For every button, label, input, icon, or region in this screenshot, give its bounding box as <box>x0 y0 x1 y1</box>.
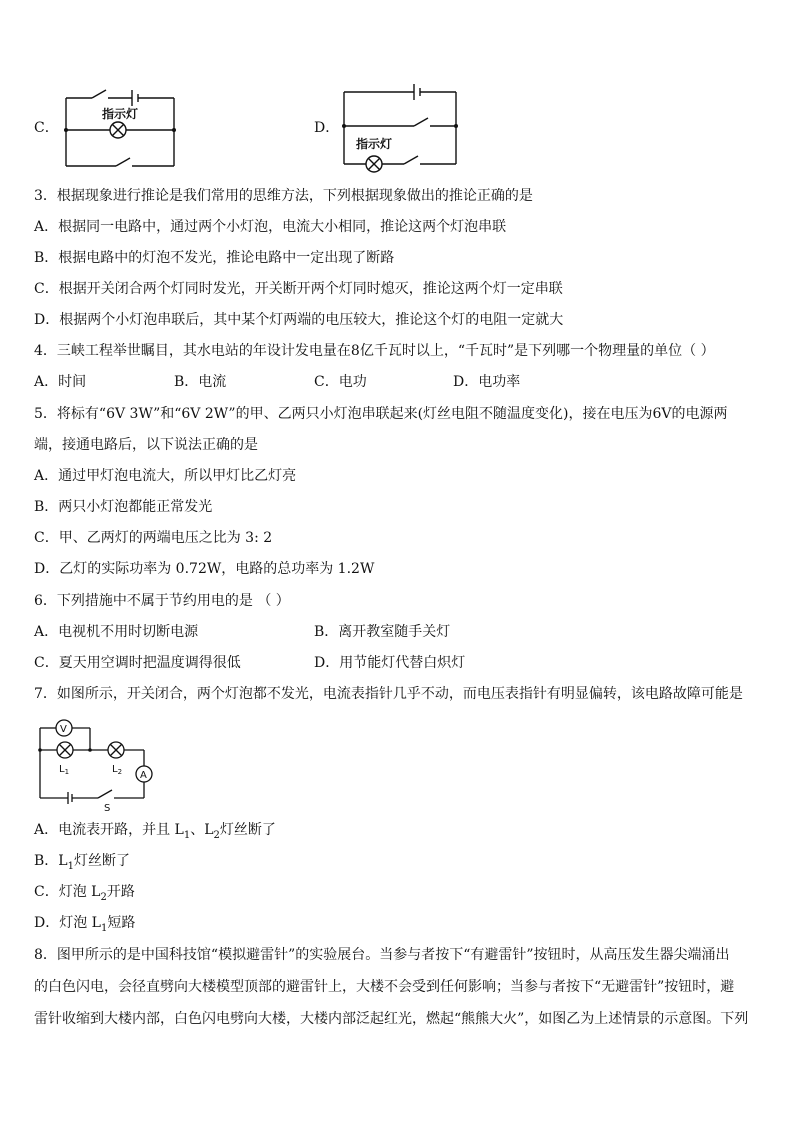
q5-stem-line2: 端，接通电路后，以下说法正确的是 <box>34 437 258 453</box>
q7-a-sub1: 1 <box>183 829 191 841</box>
q7-a-sub2: 2 <box>213 829 220 841</box>
q5-stem-line1: 5．将标有“6V 3W”和“6V 2W”的甲、乙两只小灯泡串联起来(灯丝电阻不随温度变化)，接在电压为6V的电源两 <box>34 406 728 422</box>
q6-option-d: D．用节能灯代替白炽灯 <box>314 655 466 671</box>
q4-option-a: A．时间 <box>34 374 87 390</box>
q7-stem: 7．如图所示，开关闭合，两个灯泡都不发光，电流表指针几乎不动，而电压表指针有明显偏转，该电路故障可能是 <box>34 686 743 702</box>
option-d-label: D． <box>314 120 340 136</box>
q7-d-sub: 1 <box>100 922 108 934</box>
q7-circuit-diagram <box>34 712 164 814</box>
q7-b-post: 灯丝断了 <box>73 853 130 869</box>
lamp2-label: L <box>112 764 118 775</box>
q7-a-post: 灯丝断了 <box>219 822 276 838</box>
q3-option-c: C．根据开关闭合两个灯同时发光，开关断开两个灯同时熄灭，推论这两个灯一定串联 <box>34 281 563 297</box>
q3-option-a: A．根据同一电路中，通过两个小灯泡，电流大小相同，推论这两个灯泡串联 <box>34 219 507 235</box>
q3-stem: 3．根据现象进行推论是我们常用的思维方法，下列根据现象做出的推论正确的是 <box>34 188 533 204</box>
q4-option-b: B．电流 <box>174 374 227 390</box>
indicator-label-d: 指示灯 <box>356 137 393 151</box>
q7-option-c <box>34 882 135 908</box>
svg-text:L1 <box>59 764 69 776</box>
option-c-label: C． <box>34 120 59 136</box>
q7-option-b <box>34 851 130 877</box>
lamp1-label: L <box>59 764 65 775</box>
voltmeter-symbol: V <box>60 724 67 735</box>
q6-stem: 6．下列措施中不属于节约用电的是 （ ） <box>34 593 290 609</box>
ammeter-symbol: A <box>140 770 147 781</box>
q4-stem: 4．三峡工程举世瞩目，其水电站的年设计发电量在8亿千瓦时以上，“千瓦时”是下列哪一个物理量的单位（ ） <box>34 343 715 359</box>
q5-option-c: C．甲、乙两灯的两端电压之比为 3: 2 <box>34 530 273 546</box>
q5-option-d: D．乙灯的实际功率为 0.72W，电路的总功率为 1.2W <box>34 561 375 577</box>
q8-line1: 8．图甲所示的是中国科技馆“模拟避雷针”的实验展台。当参与者按下“有避雷针”按钮时，从高压发生器尖端涌出 <box>34 947 730 963</box>
q6-option-c: C．夏天用空调时把温度调得很低 <box>34 655 241 671</box>
lamp2-subscript: 2 <box>117 768 123 776</box>
q7-a-text: A．电流表开路，并且 L <box>34 822 184 838</box>
q7-c-sub: 2 <box>100 891 107 903</box>
option-c-circuit <box>60 86 180 170</box>
q8-line2: 的白色闪电，会径直劈向大楼模型顶部的避雷针上，大楼不会受到任何影响；当参与者按下“无避雷针”按钮时，避 <box>34 979 735 995</box>
q7-d-post: 短路 <box>107 915 136 931</box>
q3-option-b: B．根据电路中的灯泡不发光，推论电路中一定出现了断路 <box>34 250 395 266</box>
q7-option-a <box>34 820 276 846</box>
svg-text:L2 <box>112 764 122 776</box>
q6-option-b: B．离开教室随手关灯 <box>314 624 451 640</box>
q4-option-c: C．电功 <box>314 374 367 390</box>
q6-option-a: A．电视机不用时切断电源 <box>34 624 199 640</box>
q7-a-mid: 、L <box>190 822 214 838</box>
q5-option-b: B．两只小灯泡都能正常发光 <box>34 499 213 515</box>
switch-label: S <box>104 803 111 814</box>
q7-b-text: B．L <box>34 853 68 869</box>
option-d-circuit <box>338 80 462 176</box>
q7-c-text: C．灯泡 L <box>34 884 101 900</box>
q4-option-d: D．电功率 <box>453 374 521 390</box>
q7-b-sub: 1 <box>67 860 74 872</box>
q3-option-d: D．根据两个小灯泡串联后，其中某个灯两端的电压较大，推论这个灯的电阻一定就大 <box>34 312 564 328</box>
q7-d-text: D．灯泡 L <box>34 915 101 931</box>
lamp1-subscript: 1 <box>64 768 70 776</box>
indicator-label-c: 指示灯 <box>102 107 139 121</box>
q8-line3: 雷针收缩到大楼内部，白色闪电劈向大楼，大楼内部泛起红光，燃起“熊熊大火”，如图乙为上述情景的示意图。下列 <box>34 1011 749 1027</box>
q7-option-d <box>34 913 135 939</box>
q7-c-post: 开路 <box>106 884 135 900</box>
q5-option-a: A．通过甲灯泡电流大，所以甲灯比乙灯亮 <box>34 468 297 484</box>
